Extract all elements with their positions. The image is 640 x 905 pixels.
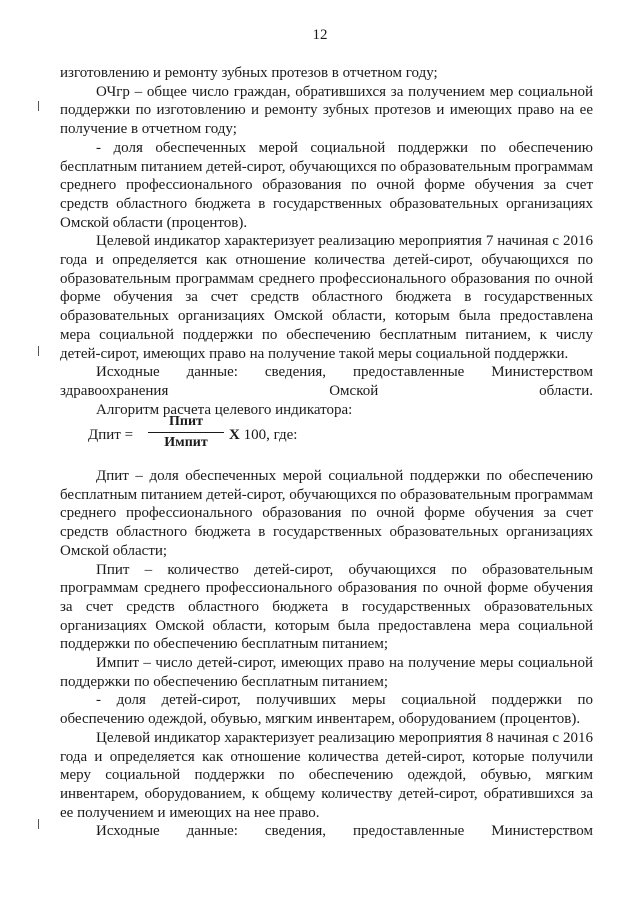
- formula-rhs: [229, 426, 297, 445]
- paragraph: Исходные данные: сведения, предоставленные Министерством здравоохранения Омской области.: [60, 364, 593, 399]
- paragraph: - доля детей-сирот, получивших меры социальной поддержки по обеспечению одеждой, обувью, мягким инвентарем, оборудованием (процентов).: [60, 692, 593, 728]
- formula-lhs: Дпит =: [88, 427, 134, 443]
- paragraph: Дпит – доля обеспеченных мерой социальной поддержки по обеспечению бесплатным питанием детей-сирот, обучающихся по образовательным программам среднего профессионального образования по очной форме обучения за счет средств областного бюджета в государственных образовательных организациях Омской области;: [60, 468, 593, 559]
- paragraph: - доля обеспеченных мерой социальной поддержки по обеспечению бесплатным питанием детей-сирот, обучающихся по образовательным программам среднего профессионального образования по очной форме обучения за счет средств областного бюджета в государственных образовательных организациях Омской области (процентов).: [60, 139, 593, 231]
- text-block-upper: [60, 64, 593, 419]
- formula-multiplier: X: [229, 427, 240, 443]
- paragraph: изготовлению и ремонту зубных протезов в отчетном году;: [60, 65, 438, 81]
- margin-mark: [38, 346, 39, 356]
- paragraph: ОЧгр – общее число граждан, обратившихся за получением мер социальной поддержки по изготовлению и ремонту зубных протезов и имеющих право на ее получение в отчетном году;: [60, 83, 593, 138]
- fraction-bar: [148, 432, 224, 433]
- paragraph: Ппит – количество детей-сирот, обучающихся по образовательным программам среднего профессионального образования по очной форме обучения за счет средств областного бюджета в государственных образовательных организациях Омской области, которым была предоставлена мера социальной поддержки по обеспечению бесплатным питанием;: [60, 561, 593, 653]
- formula-denominator: Импит: [164, 435, 208, 450]
- formula-rhs-text: 100, где:: [243, 427, 298, 443]
- page-number: 12: [312, 27, 328, 43]
- paragraph: Целевой индикатор характеризует реализацию мероприятия 7 начиная с 2016 года и определяется как отношение количества детей-сирот, обучающихся по образовательным программам среднего профессионального образования по очной форме обучения за счет средств областного бюджета в государственных образовательных организациях Омской области, которым была предоставлена мера социальной поддержки по обеспечению бесплатным питанием, к числу детей-сирот, имеющих право на получение такой меры социальной поддержки.: [60, 233, 593, 362]
- paragraph: Целевой индикатор характеризует реализацию мероприятия 8 начиная с 2016 года и определяется как отношение количества детей-сирот, которые получили меру социальной поддержки по обеспечению одеждой, обувью, мягким инвентарем, оборудованием, к общему количеству детей-сирот, обратившихся за ее получением и имеющих на нее право.: [60, 729, 593, 821]
- paragraph: Импит – число детей-сирот, имеющих право на получение меры социальной поддержки по обеспечению бесплатным питанием;: [60, 655, 593, 690]
- formula: [88, 413, 388, 461]
- text-block-lower: [60, 467, 593, 841]
- margin-mark: [38, 819, 39, 829]
- paragraph: Исходные данные: сведения, предоставленные Министерством: [96, 823, 593, 840]
- formula-fraction: [148, 413, 224, 452]
- margin-mark: [38, 101, 39, 111]
- formula-numerator: Ппит: [169, 414, 203, 429]
- paragraph: Алгоритм расчета целевого индикатора:: [96, 401, 353, 418]
